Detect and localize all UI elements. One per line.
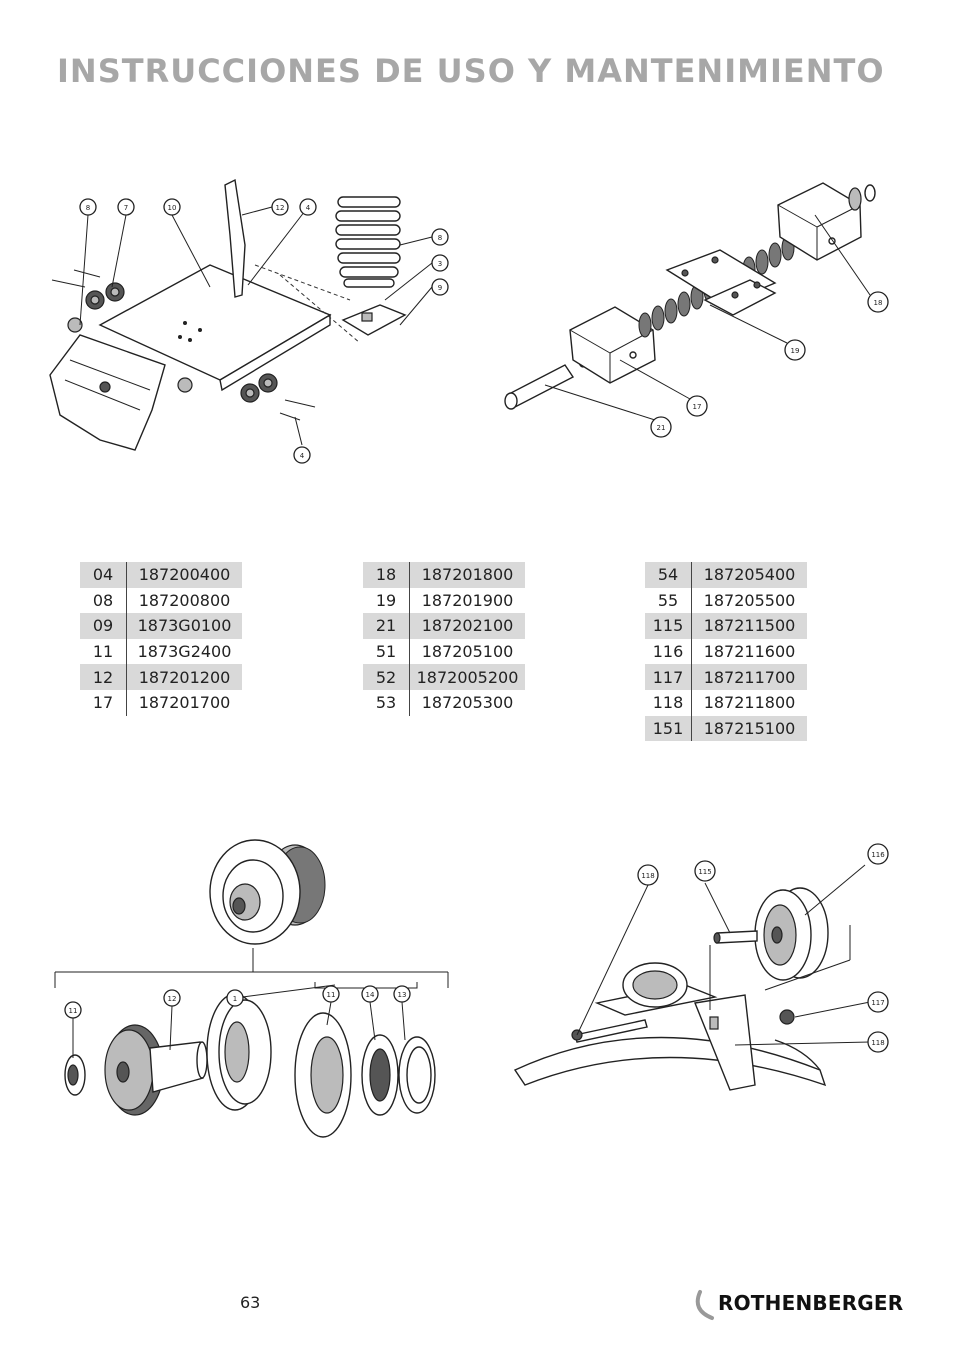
part-number: 151 — [645, 716, 692, 742]
parts-table-1 — [80, 562, 242, 716]
table-row — [363, 588, 525, 614]
page-title: INSTRUCCIONES DE USO Y MANTENIMIENTO — [57, 52, 885, 90]
part-code: 187211700 — [692, 664, 808, 690]
table-row — [645, 562, 807, 588]
callout-label: 11 — [326, 991, 336, 999]
callout-label: 12 — [275, 204, 285, 212]
part-code: 187205500 — [703, 590, 796, 610]
callout-label: 21 — [656, 424, 666, 432]
table-row — [80, 664, 242, 690]
part-code: 187202100 — [410, 613, 526, 639]
part-number: 51 — [363, 639, 410, 665]
callout-label: 8 — [85, 204, 91, 212]
parts-table-3 — [645, 562, 807, 741]
table-row — [645, 639, 807, 665]
part-number: 17 — [80, 690, 127, 716]
table-row — [363, 639, 525, 665]
part-number: 12 — [80, 664, 127, 690]
callout-label: 117 — [871, 999, 885, 1007]
callout-label: 14 — [365, 991, 375, 999]
part-code: 187205300 — [421, 693, 514, 713]
part-code: 187201900 — [421, 590, 514, 610]
part-code: 187205100 — [421, 642, 514, 662]
callout-label: 118 — [641, 872, 655, 880]
part-number: 09 — [80, 613, 127, 639]
callout-label: 9 — [437, 284, 443, 292]
part-code: 187211600 — [703, 642, 796, 662]
part-code: 187215100 — [692, 716, 808, 742]
part-code: 1873G2400 — [137, 642, 232, 662]
table-row — [363, 664, 525, 690]
callout-label: 118 — [871, 1039, 885, 1047]
table-row — [645, 690, 807, 716]
callout-label: 19 — [790, 347, 800, 355]
part-number: 118 — [645, 690, 692, 716]
part-number: 55 — [645, 588, 692, 614]
part-code: 1873G0100 — [127, 613, 243, 639]
callout-label: 4 — [305, 204, 311, 212]
table-row — [645, 716, 807, 742]
parts-table-2 — [363, 562, 525, 716]
table-row — [80, 562, 242, 588]
callout-label: 13 — [397, 991, 407, 999]
table-row — [80, 690, 242, 716]
part-code: 187211500 — [692, 613, 808, 639]
part-number: 21 — [363, 613, 410, 639]
part-number: 52 — [363, 664, 410, 690]
part-code: 187211800 — [703, 693, 796, 713]
part-number: 19 — [363, 588, 410, 614]
page-number: 63 — [240, 1293, 261, 1312]
logo-swoosh-icon — [694, 1288, 720, 1322]
exploded-view-carriage-plate — [40, 175, 470, 475]
part-number: 11 — [80, 639, 127, 665]
part-number: 115 — [645, 613, 692, 639]
part-code: 187200400 — [127, 562, 243, 588]
exploded-view-gear-hub — [45, 830, 460, 1160]
part-number: 116 — [645, 639, 692, 665]
part-number: 18 — [363, 562, 410, 588]
callout-label: 8 — [437, 234, 443, 242]
part-code: 187201800 — [410, 562, 526, 588]
table-row — [80, 588, 242, 614]
exploded-view-spindle — [495, 175, 905, 445]
part-code: 187205400 — [692, 562, 808, 588]
callout-label: 11 — [68, 1007, 78, 1015]
callout-label: 18 — [873, 299, 883, 307]
callout-label: 1 — [232, 995, 238, 1003]
exploded-view-base-wheel — [505, 835, 905, 1115]
brand-name: ROTHENBERGER — [718, 1291, 904, 1315]
table-row — [645, 613, 807, 639]
rothenberger-logo — [694, 1288, 918, 1322]
callout-label: 115 — [698, 868, 712, 876]
table-row — [645, 664, 807, 690]
callout-label: 3 — [437, 260, 443, 268]
callout-label: 17 — [692, 403, 702, 411]
part-code: 187201200 — [127, 664, 243, 690]
part-number: 53 — [363, 690, 410, 716]
callout-label: 4 — [299, 452, 305, 460]
callout-label: 116 — [871, 851, 885, 859]
part-number: 54 — [645, 562, 692, 588]
table-row — [363, 613, 525, 639]
callout-label: 12 — [167, 995, 177, 1003]
part-number: 117 — [645, 664, 692, 690]
table-row — [363, 562, 525, 588]
part-code: 187201700 — [138, 693, 231, 713]
part-number: 08 — [80, 588, 127, 614]
table-row — [645, 588, 807, 614]
table-row — [80, 639, 242, 665]
table-row — [80, 613, 242, 639]
table-row — [363, 690, 525, 716]
part-code: 1872005200 — [410, 664, 526, 690]
part-code: 187200800 — [138, 590, 231, 610]
callout-label: 7 — [123, 204, 129, 212]
part-number: 04 — [80, 562, 127, 588]
callout-label: 10 — [167, 204, 177, 212]
